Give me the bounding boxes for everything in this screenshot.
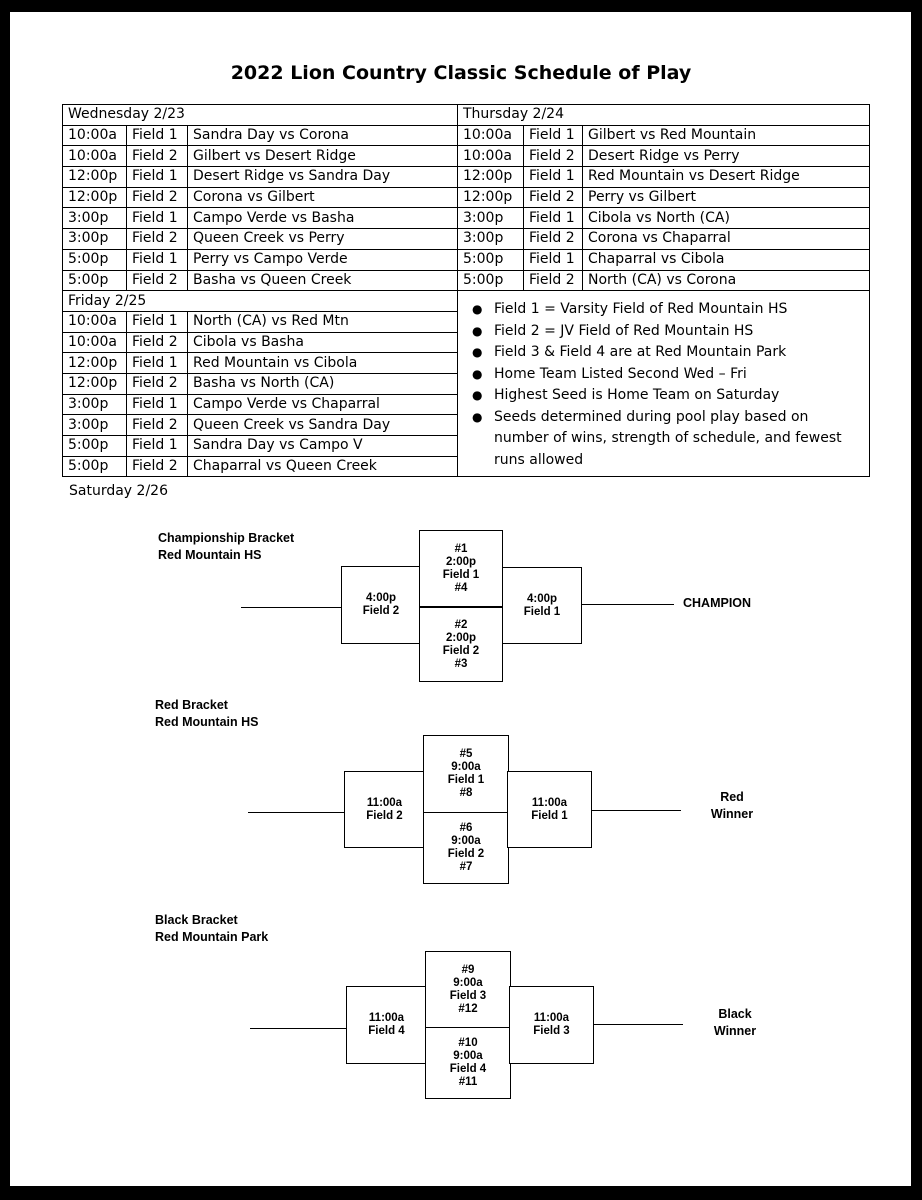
note-item [468, 385, 863, 407]
game-time: 3:00p [458, 229, 524, 250]
game-field: Field 1 [127, 394, 188, 415]
table-row [63, 208, 870, 229]
note-text: Seeds determined during pool play based on number of wins, strength of schedule, and fewest runs allowed [494, 408, 842, 468]
seed: #5 [459, 748, 473, 760]
game-matchup: North (CA) vs Red Mtn [188, 311, 458, 332]
seed: #3 [454, 657, 468, 670]
seed: #2 [454, 618, 468, 631]
game-time: 11:00a [368, 1012, 405, 1024]
game-time: 11:00a [531, 796, 568, 809]
seed: #11 [458, 1076, 478, 1088]
game-time: 9:00a [451, 761, 481, 773]
note-item [468, 299, 863, 321]
day-header: Thursday 2/24 [458, 105, 870, 126]
bracket-game-left [346, 986, 427, 1064]
table-row [63, 146, 870, 167]
bullet-icon: ● [472, 388, 483, 403]
game-field: Field 1 [524, 208, 583, 229]
bracket-game-right [507, 771, 592, 848]
note-text: Field 2 = JV Field of Red Mountain HS [494, 322, 754, 339]
game-field: Field 1 [524, 249, 583, 270]
black-bracket-heading [155, 912, 268, 946]
game-matchup: Sandra Day vs Campo V [188, 436, 458, 457]
game-field: Field 2 [127, 270, 188, 291]
game-matchup: Campo Verde vs Chaparral [188, 394, 458, 415]
schedule-table [62, 104, 870, 477]
bracket-line [250, 1028, 347, 1029]
game-time: 12:00p [458, 187, 524, 208]
game-time: 3:00p [63, 394, 127, 415]
bracket-game-left [344, 771, 425, 848]
game-matchup: Red Mountain vs Cibola [188, 353, 458, 374]
game-time: 3:00p [63, 415, 127, 436]
table-row [63, 249, 870, 270]
note-text: Highest Seed is Home Team on Saturday [494, 387, 780, 404]
note-text: Field 3 & Field 4 are at Red Mountain Park [494, 344, 787, 361]
game-field: Field 1 [523, 605, 561, 618]
red-bracket-heading [155, 697, 258, 731]
bracket-game-top [419, 530, 503, 607]
bracket-game-bottom [423, 812, 509, 884]
bullet-icon: ● [472, 323, 483, 338]
bracket-venue: Red Mountain HS [155, 715, 259, 729]
game-time: 4:00p [526, 592, 558, 605]
note-text: Home Team Listed Second Wed – Fri [494, 365, 747, 382]
notes-cell [458, 291, 870, 477]
game-field: Field 3 [533, 1025, 570, 1037]
game-field: Field 2 [127, 146, 188, 167]
seed: #6 [459, 822, 473, 834]
game-time: 12:00p [63, 167, 127, 188]
game-time: 10:00a [63, 332, 127, 353]
table-row [63, 187, 870, 208]
game-matchup: Corona vs Chaparral [583, 229, 870, 250]
championship-bracket-heading [158, 530, 294, 564]
day-header-row [63, 105, 870, 126]
game-matchup: Desert Ridge vs Perry [583, 146, 870, 167]
bracket-line [581, 604, 674, 605]
game-time: 2:00p [445, 555, 477, 568]
note-item [468, 321, 863, 343]
game-time: 5:00p [63, 436, 127, 457]
result-line: Red [720, 790, 744, 804]
game-matchup: Cibola vs Basha [188, 332, 458, 353]
seed: #7 [459, 861, 473, 873]
table-row [63, 270, 870, 291]
game-time: 10:00a [458, 146, 524, 167]
game-time: 10:00a [63, 311, 127, 332]
game-time: 10:00a [63, 125, 127, 146]
game-field: Field 2 [524, 187, 583, 208]
seed: #12 [458, 1002, 478, 1015]
game-field: Field 1 [127, 436, 188, 457]
game-time: 10:00a [63, 146, 127, 167]
game-field: Field 2 [362, 605, 400, 617]
game-field: Field 1 [127, 208, 188, 229]
bracket-game-right [509, 986, 594, 1064]
bracket-game-right [502, 567, 582, 644]
game-field: Field 1 [524, 125, 583, 146]
game-time: 5:00p [63, 456, 127, 477]
day-header-row [63, 291, 870, 312]
game-field: Field 1 [447, 774, 485, 786]
bracket-line [241, 607, 342, 608]
game-time: 12:00p [63, 373, 127, 394]
game-time: 5:00p [63, 270, 127, 291]
bullet-icon: ● [472, 409, 483, 424]
game-time: 12:00p [63, 187, 127, 208]
game-field: Field 2 [366, 809, 403, 822]
red-winner-label [700, 789, 764, 823]
game-matchup: Queen Creek vs Perry [188, 229, 458, 250]
result-line: Winner [710, 807, 754, 821]
game-field: Field 1 [127, 125, 188, 146]
black-winner-label [700, 1006, 770, 1040]
bracket-line [591, 810, 681, 811]
game-time: 2:00p [445, 631, 477, 644]
game-matchup: Perry vs Campo Verde [188, 249, 458, 270]
game-matchup: Queen Creek vs Sandra Day [188, 415, 458, 436]
note-item [468, 407, 863, 472]
game-time: 11:00a [366, 796, 403, 809]
game-field: Field 2 [524, 146, 583, 167]
game-matchup: Corona vs Gilbert [188, 187, 458, 208]
seed: #10 [458, 1037, 478, 1049]
notes-list [468, 299, 863, 471]
seed: #9 [461, 963, 475, 976]
game-field: Field 1 [127, 249, 188, 270]
bracket-venue: Red Mountain Park [155, 930, 269, 944]
game-matchup: Cibola vs North (CA) [583, 208, 870, 229]
game-matchup: Basha vs North (CA) [188, 373, 458, 394]
result-line: Black [718, 1007, 752, 1021]
game-time: 9:00a [453, 1050, 483, 1062]
bullet-icon: ● [472, 366, 483, 381]
game-matchup: Desert Ridge vs Sandra Day [188, 167, 458, 188]
bracket-game-left [341, 566, 421, 644]
game-matchup: Gilbert vs Desert Ridge [188, 146, 458, 167]
seed: #4 [454, 581, 468, 594]
game-matchup: Chaparral vs Queen Creek [188, 456, 458, 477]
game-time: 4:00p [365, 592, 397, 604]
game-matchup: Red Mountain vs Desert Ridge [583, 167, 870, 188]
day-header: Friday 2/25 [63, 291, 458, 312]
game-time: 3:00p [63, 229, 127, 250]
day-header: Wednesday 2/23 [63, 105, 458, 126]
bracket-game-bottom [425, 1027, 511, 1099]
game-field: Field 1 [127, 311, 188, 332]
game-matchup: Campo Verde vs Basha [188, 208, 458, 229]
game-field: Field 2 [524, 229, 583, 250]
table-row [63, 229, 870, 250]
table-row [63, 125, 870, 146]
game-field: Field 2 [127, 456, 188, 477]
game-field: Field 2 [127, 187, 188, 208]
game-field: Field 1 [524, 167, 583, 188]
game-matchup: Perry vs Gilbert [583, 187, 870, 208]
bracket-game-bottom [419, 607, 503, 682]
game-time: 9:00a [451, 835, 481, 847]
bracket-name: Black Bracket [155, 913, 238, 927]
game-time: 3:00p [63, 208, 127, 229]
bracket-game-top [425, 951, 511, 1028]
game-time: 11:00a [533, 1012, 570, 1024]
bracket-name: Red Bracket [155, 698, 228, 712]
game-matchup: Chaparral vs Cibola [583, 249, 870, 270]
game-field: Field 2 [127, 332, 188, 353]
game-field: Field 4 [368, 1025, 405, 1037]
note-item [468, 364, 863, 386]
bracket-venue: Red Mountain HS [158, 548, 262, 562]
game-matchup: Sandra Day vs Corona [188, 125, 458, 146]
table-row [63, 167, 870, 188]
game-time: 3:00p [458, 208, 524, 229]
game-matchup: Gilbert vs Red Mountain [583, 125, 870, 146]
result-line: Winner [713, 1024, 757, 1038]
game-time: 5:00p [458, 270, 524, 291]
champion-label: CHAMPION [683, 596, 752, 610]
game-field: Field 2 [127, 415, 188, 436]
game-field: Field 4 [449, 1063, 487, 1075]
note-text: Field 1 = Varsity Field of Red Mountain HS [494, 301, 788, 318]
game-time: 5:00p [63, 249, 127, 270]
game-field: Field 3 [449, 989, 487, 1002]
note-item [468, 342, 863, 364]
saturday-label: Saturday 2/26 [69, 483, 168, 499]
bracket-name: Championship Bracket [158, 531, 295, 545]
game-field: Field 1 [127, 167, 188, 188]
game-field: Field 1 [442, 568, 480, 581]
bullet-icon: ● [472, 302, 483, 317]
bracket-game-top [423, 735, 509, 813]
game-time: 5:00p [458, 249, 524, 270]
game-matchup: Basha vs Queen Creek [188, 270, 458, 291]
game-time: 10:00a [458, 125, 524, 146]
seed: #1 [454, 542, 468, 555]
game-field: Field 1 [531, 809, 568, 822]
bracket-line [593, 1024, 683, 1025]
game-time: 9:00a [453, 976, 483, 989]
game-time: 12:00p [458, 167, 524, 188]
seed: #8 [459, 787, 473, 799]
game-field: Field 2 [127, 373, 188, 394]
bracket-line [248, 812, 345, 813]
page-title: 2022 Lion Country Classic Schedule of Play [230, 62, 692, 84]
game-matchup: North (CA) vs Corona [583, 270, 870, 291]
game-field: Field 2 [442, 644, 480, 657]
bullet-icon: ● [472, 345, 483, 360]
game-field: Field 2 [127, 229, 188, 250]
game-field: Field 1 [127, 353, 188, 374]
game-field: Field 2 [524, 270, 583, 291]
game-field: Field 2 [447, 848, 485, 860]
game-time: 12:00p [63, 353, 127, 374]
